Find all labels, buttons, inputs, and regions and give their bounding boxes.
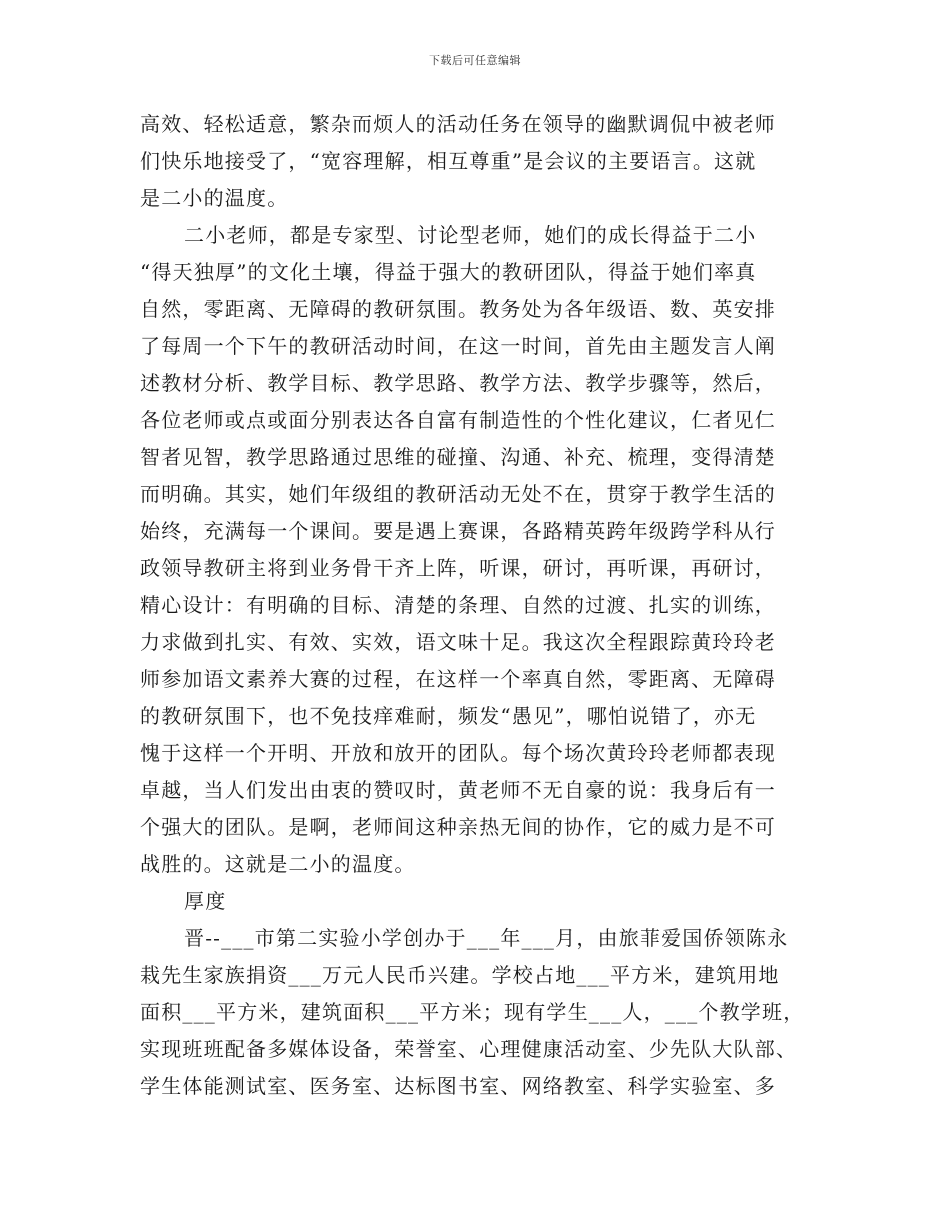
text-line: 政领导教研主将到业务骨干齐上阵，听课，研讨，再听课，再研讨， [140,556,776,580]
text-line: 实现班班配备多媒体设备，荣誉室、心理健康活动室、少先队大队部、 [140,1037,798,1061]
text-line: 了每周一个下午的教研活动时间，在这一时间，首先由主题发言人阐 [140,334,776,358]
text-line: 力求做到扎实、有效、实效，语文味十足。我这次全程跟踪黄玲玲老 [140,630,776,654]
text-line: 高效、轻松适意，繁杂而烦人的活动任务在领导的幽默调侃中被老师 [140,112,776,136]
paragraph [140,217,816,883]
section-heading [140,883,816,920]
text-line: 面积___平方米，建筑面积___平方米；现有学生___人，___个教学班， [140,1000,805,1024]
text-line: 而明确。其实，她们年级组的教研活动无处不在，贯穿于教学生活的 [140,482,776,506]
text-line: 栽先生家族捐资___万元人民币兴建。学校占地___平方米，建筑用地 [140,963,780,987]
text-line: 师参加语文素养大赛的过程，在这样一个率真自然，零距离、无障碍 [140,667,776,691]
text-line: 始终，充满每一个课间。要是遇上赛课，各路精英跨年级跨学科从行 [140,519,776,543]
text-line: 厚度 [184,889,227,913]
text-line: 各位老师或点或面分别表达各自富有制造性的个性化建议，仁者见仁 [140,408,776,432]
text-line: 的教研氛围下，也不免技痒难耐，频发“愚见”，哪怕说错了，亦无 [140,704,757,728]
text-line: 卓越，当人们发出由衷的赞叹时，黄老师不无自豪的说：我身后有一 [140,778,776,802]
text-line: 智者见智，教学思路通过思维的碰撞、沟通、补充、梳理，变得清楚 [140,445,776,469]
page-header: 下载后可任意编辑 [429,54,521,67]
paragraph [140,920,816,1105]
text-line: 们快乐地接受了，“宽容理解，相互尊重”是会议的主要语言。这就 [140,149,757,173]
text-line: 是二小的温度。 [140,186,289,210]
text-line: 战胜的。这就是二小的温度。 [140,852,416,876]
document-body [140,106,816,1105]
text-line: 精心设计：有明确的目标、清楚的条理、自然的过渡、扎实的训练， [140,593,776,617]
text-line: 学生体能测试室、医务室、达标图书室、网络教室、科学实验室、多 [140,1074,776,1098]
text-line: “得天独厚”的文化土壤，得益于强大的教研团队，得益于她们率真 [140,260,757,284]
text-line: 二小老师，都是专家型、讨论型老师，她们的成长得益于二小 [184,223,757,247]
text-line: 愧于这样一个开明、开放和放开的团队。每个场次黄玲玲老师都表现 [140,741,776,765]
text-line: 自然，零距离、无障碍的教研氛围。教务处为各年级语、数、英安排 [140,297,776,321]
text-line: 述教材分析、教学目标、教学思路、教学方法、教学步骤等，然后， [140,371,776,395]
text-line: 个强大的团队。是啊，老师间这种亲热无间的协作，它的威力是不可 [140,815,776,839]
paragraph [140,106,816,217]
text-line: 晋--___市第二实验小学创办于___年___月，由旅菲爱国侨领陈永 [184,926,789,950]
